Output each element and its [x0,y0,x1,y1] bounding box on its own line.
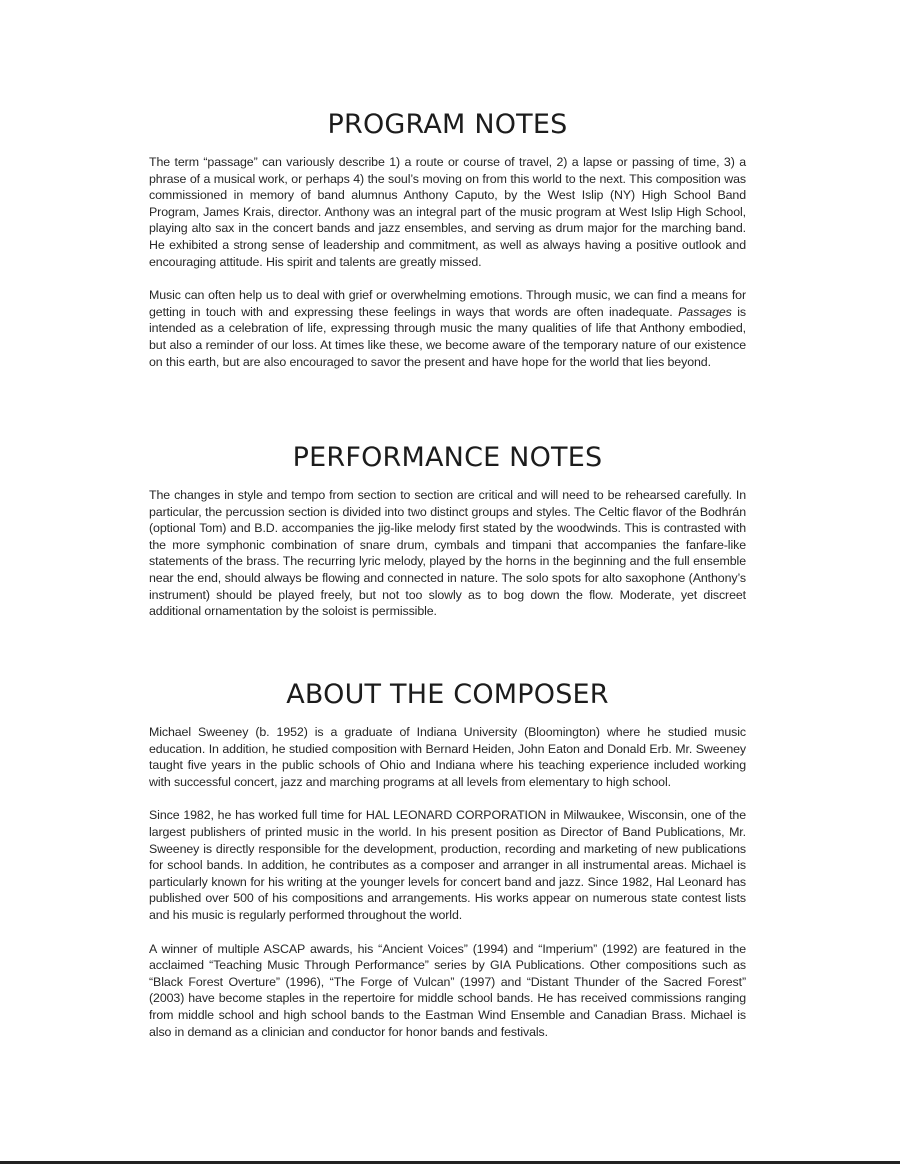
program-notes-paragraph-2 [149,287,746,370]
program-notes-section [149,108,746,370]
about-composer-section [149,678,746,1040]
paragraph-text: is intended as a celebration of life, expressing through music the many qualities of life that Anthony embodied, but also a reminder of our loss. At times like these, we become aware of the temporary nature of our existence on this earth, but are also encouraged to savor the present and have hope for the world that lies beyond. [149,304,747,369]
about-composer-heading: ABOUT THE COMPOSER [286,679,609,710]
about-composer-paragraph-1: Michael Sweeney (b. 1952) is a graduate of Indiana University (Bloomington) where he studied music education. In addition, he studied composition with Bernard Heiden, John Eaton and Donald Erb. Mr. Sweeney taught five years in the public schools of Ohio and Indiana where his teaching experience included working with successful concert, jazz and marching programs at all levels from elementary to high school. [149,725,746,789]
about-composer-paragraph-3: A winner of multiple ASCAP awards, his “Ancient Voices” (1994) and “Imperium” (1992) are featured in the acclaimed “Teaching Music Through Performance” series by GIA Publications. Other compositions such as “Black Forest Overture” (1996), “The Forge of Vulcan” (1997) and “Distant Thunder of the Sacred Forest” (2003) have become staples in the repertoire for middle school bands. He has received commissions ranging from middle school and high school bands to the Eastman Wind Ensemble and Canadian Brass. Michael is also in demand as a clinician and conductor for honor bands and festivals. [149,941,746,1039]
program-notes-heading: PROGRAM NOTES [327,109,568,140]
program-notes-paragraph-1: The term “passage” can variously describe 1) a route or course of travel, 2) a lapse or passing of time, 3) a phrase of a musical work, or perhaps 4) the soul’s moving on from this world to the next. This composition was commissioned in memory of band alumnus Anthony Caputo, by the West Islip (NY) High School Band Program, James Krais, director. Anthony was an integral part of the music program at West Islip High School, playing alto sax in the concert bands and jazz ensembles, and serving as drum major for the marching band. He exhibited a strong sense of leadership and commitment, as well as always having a positive outlook and encouraging attitude. His spirit and talents are greatly missed. [149,155,746,269]
piece-title: Passages [678,304,732,319]
about-composer-paragraph-2: Since 1982, he has worked full time for HAL LEONARD CORPORATION in Milwaukee, Wisconsin, one of the largest publishers of printed music in the world. In his present position as Director of Band Publications, Mr. Sweeney is directly responsible for the development, production, recording and marketing of new publications for school bands. In addition, he contributes as a composer and arranger in all instrumental areas. Michael is particularly known for his writing at the younger levels for concert band and jazz. Since 1982, Hal Leonard has published over 500 of his compositions and arrangements. His works appear on numerous state contest lists and his music is regularly performed throughout the world. [149,808,746,922]
performance-notes-paragraph-1: The changes in style and tempo from section to section are critical and will need to be rehearsed carefully. In particular, the percussion section is divided into two distinct groups and styles. The Celtic flavor of the Bodhrán (optional Tom) and B.D. accompanies the jig-like melody first stated by the woodwinds. This is contrasted with the more symphonic combination of snare drum, cymbals and timpani that accompanies the fanfare-like statements of the brass. The recurring lyric melody, played by the horns in the beginning and the full ensemble near the end, should always be flowing and connected in nature. The solo spots for alto saxophone (Anthony’s instrument) should be played freely, but not too slowly as to bog down the flow. Moderate, yet discreet additional ornamentation by the soloist is permissible. [149,488,746,619]
paragraph-text: Music can often help us to deal with grief or overwhelming emotions. Through music, we can find a means for getting in touch with and expressing these feelings in ways that words are often inadequate. [149,288,746,319]
performance-notes-section [149,441,746,620]
performance-notes-heading: PERFORMANCE NOTES [292,442,603,473]
